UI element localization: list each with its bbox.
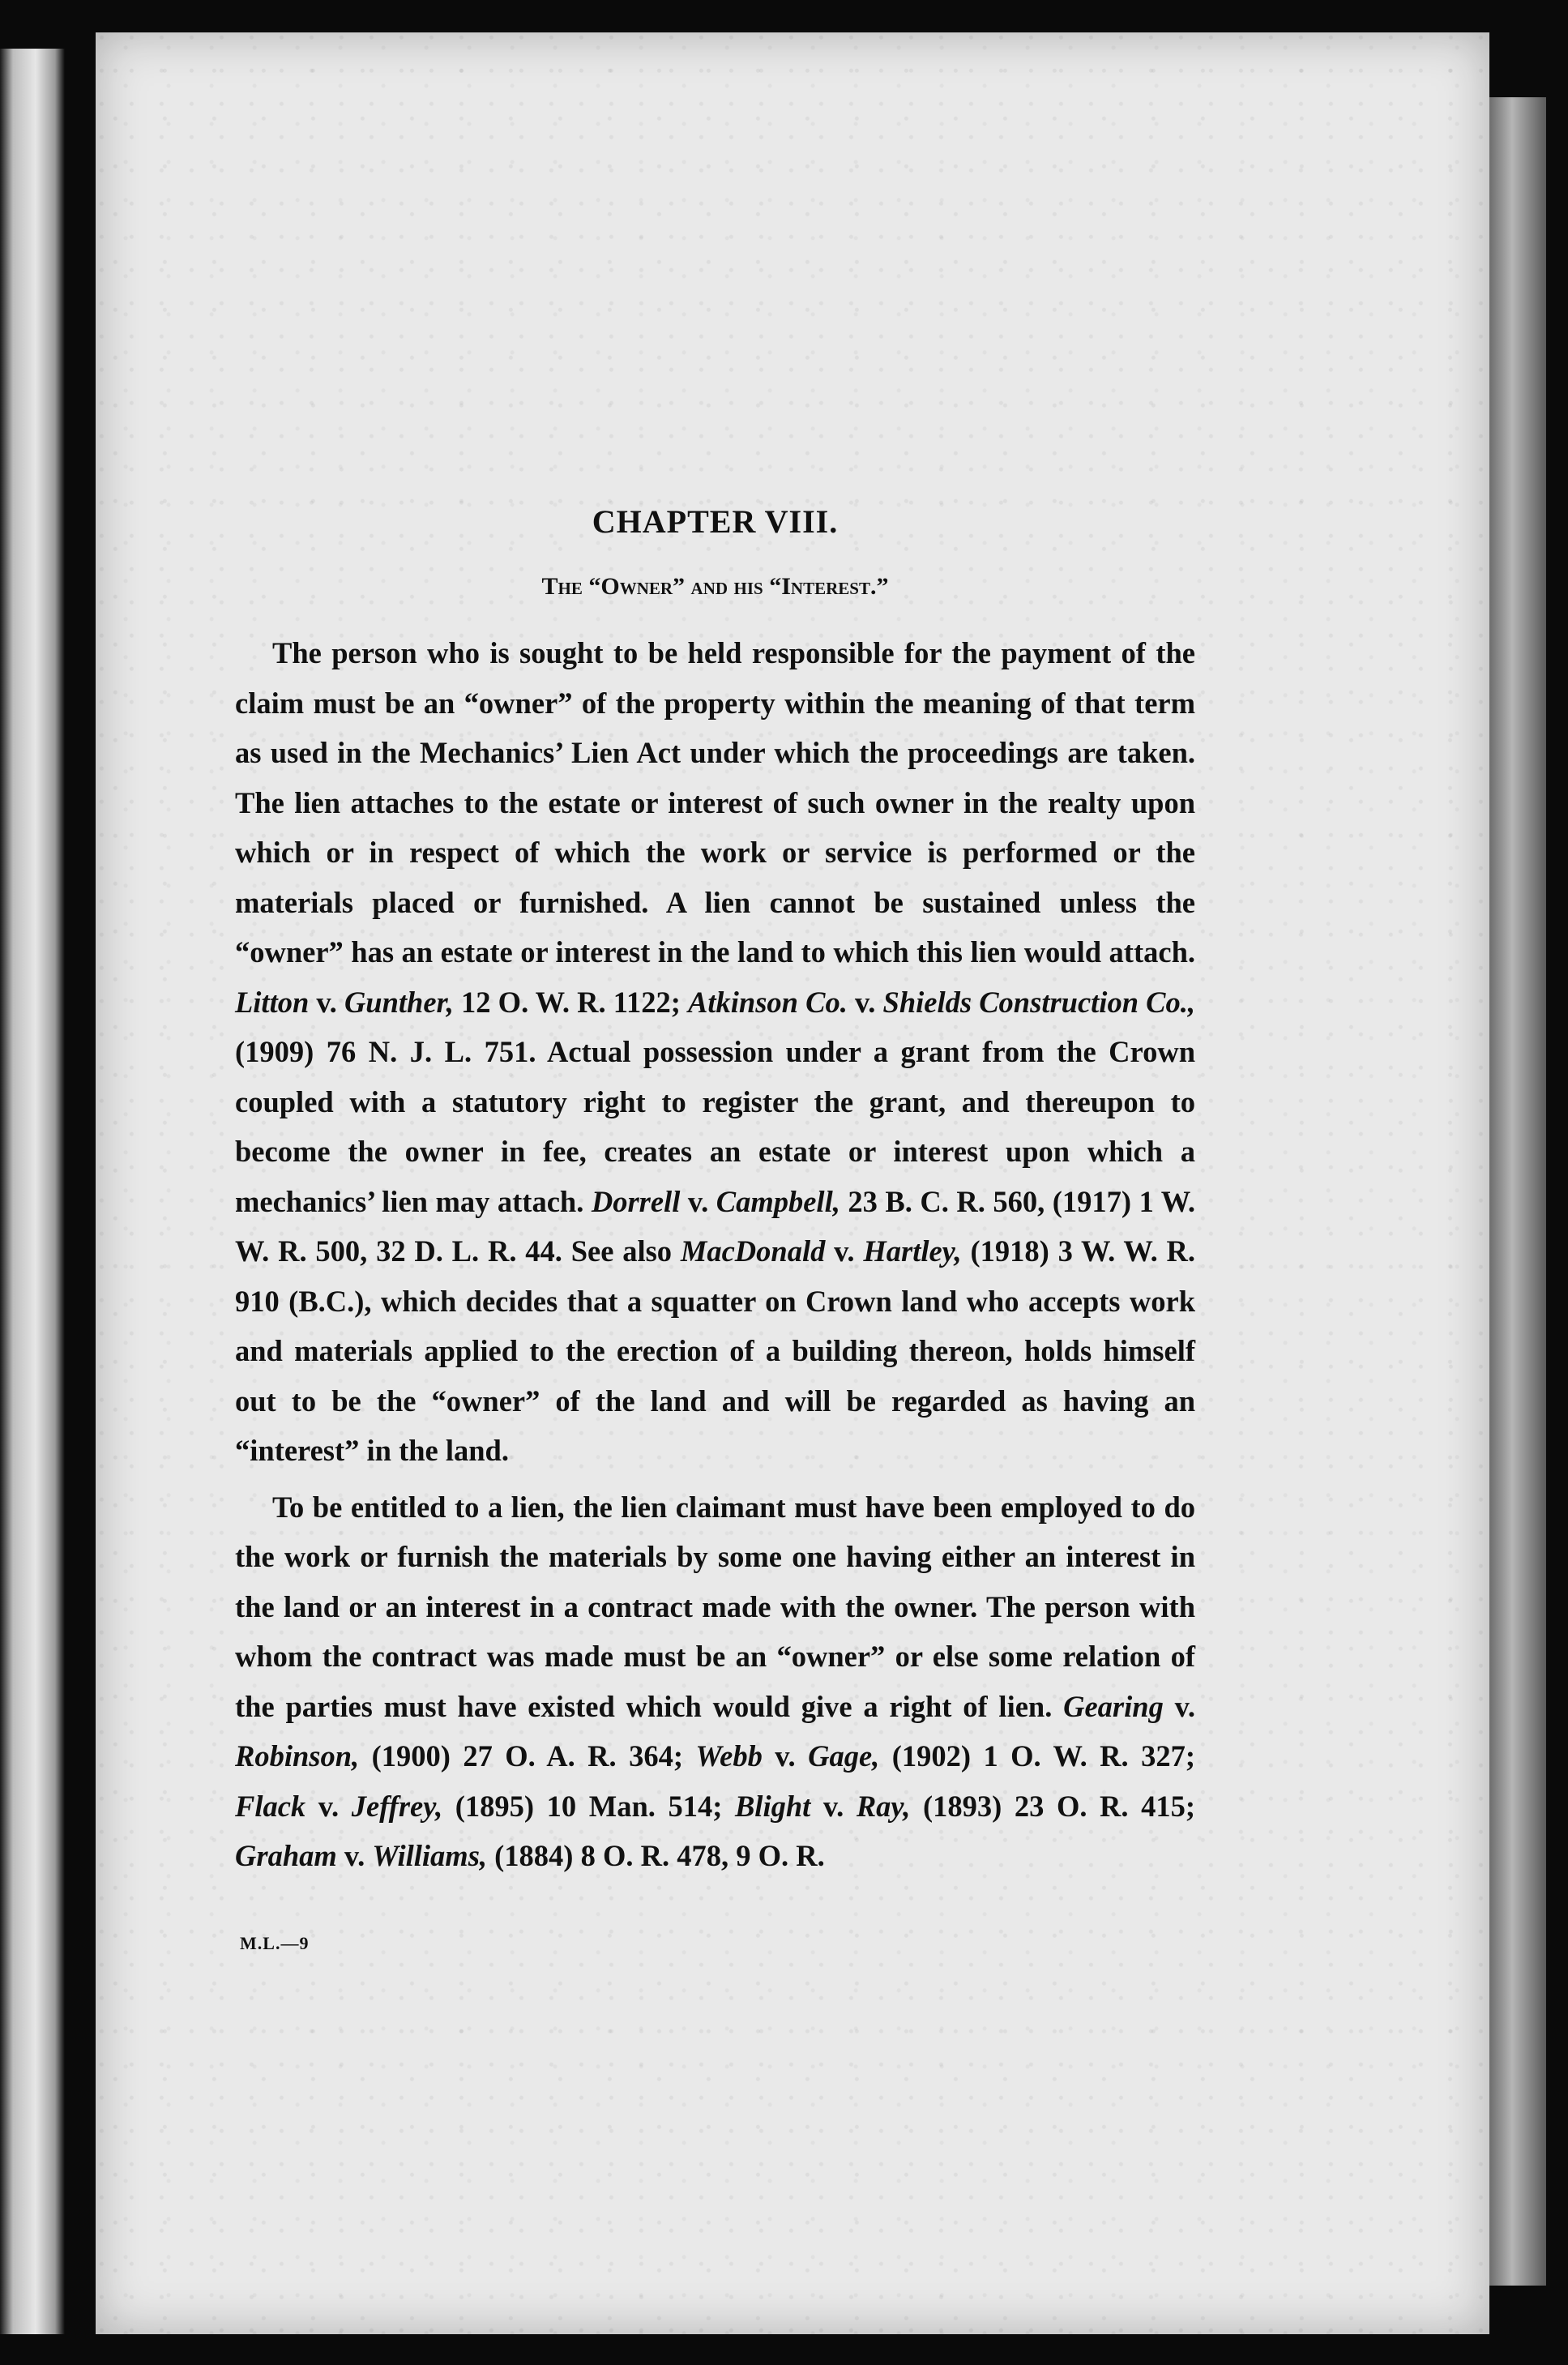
case-name: Webb	[695, 1739, 763, 1773]
text-run: v.	[762, 1739, 809, 1773]
text-run: To be entitled to a lien, the lien claimant must have been employed to do the work or furnish the materials by some one having either an interest in the land or an interest in a contract made with the owner. The person with whom the contract was made must be an “owner” or else some relation of the parties must have existed which would give a right of lien.	[235, 1490, 1195, 1723]
case-name: Gunther,	[344, 985, 454, 1019]
case-name: Litton	[235, 985, 310, 1019]
case-name: Graham	[235, 1839, 337, 1872]
case-name: Flack	[235, 1789, 306, 1823]
paragraph-2	[235, 1482, 1195, 1881]
page-text-block	[235, 503, 1195, 1881]
page-stack-edge	[1489, 97, 1546, 2286]
text-run: (1895) 10 Man. 514;	[442, 1789, 735, 1823]
text-run: (1909) 76 N. J. L. 751. Actual possession under a grant from the Crown coupled with a statutory right to register the grant, and thereupon to become the owner in fee, creates an estate or interest upon which a mechanics’ lien may attach.	[235, 1035, 1195, 1218]
text-run: The person who is sought to be held responsible for the payment of the claim must be an “owner” of the property within the meaning of that term as used in the Mechanics’ Lien Act under which the proceedings are taken. The lien attaches to the estate or interest of such owner in the realty upon which or in respect of which the work or service is performed or the materials placed or furnished. A lien cannot be sustained unless the “owner” has an estate or interest in the land to which this lien would attach.	[235, 636, 1195, 969]
text-run: 12 O. W. R. 1122;	[453, 985, 689, 1019]
text-run: v.	[847, 985, 883, 1019]
text-run: 23 B. C. R. 560, (1917) 1 W. W. R. 500, 32 D. L. R. 44. See also	[235, 1184, 1195, 1268]
text-run: v.	[810, 1789, 857, 1823]
case-name: Gearing	[1063, 1689, 1164, 1723]
case-name: Robinson,	[235, 1739, 360, 1773]
case-name: Williams,	[372, 1839, 488, 1872]
text-run: v.	[1163, 1689, 1195, 1723]
text-run: v.	[680, 1184, 716, 1218]
case-name: Jeffrey,	[351, 1789, 443, 1823]
paragraph-1	[235, 628, 1195, 1476]
text-run: v.	[305, 1789, 352, 1823]
section-title: The “Owner” and his “Interest.”	[541, 573, 889, 600]
case-name: Dorrell	[591, 1184, 681, 1218]
case-name: Ray,	[856, 1789, 911, 1823]
text-run: (1900) 27 O. A. R. 364;	[359, 1739, 696, 1773]
text-run: v.	[336, 1839, 373, 1872]
text-run: (1893) 23 O. R. 415;	[910, 1789, 1196, 1823]
case-name: Gage,	[808, 1739, 880, 1773]
signature-mark: M.L.—9	[240, 1933, 310, 1953]
case-name: MacDonald	[680, 1234, 826, 1268]
case-name: Atkinson Co.	[688, 985, 848, 1019]
case-name: Campbell,	[716, 1184, 840, 1218]
case-name: Shields Construction Co.,	[882, 985, 1195, 1019]
chapter-title: CHAPTER VIII.	[592, 503, 839, 540]
case-name: Blight	[734, 1789, 811, 1823]
text-run: (1902) 1 O. W. R. 327;	[879, 1739, 1195, 1773]
text-run: (1918) 3 W. W. R. 910 (B.C.), which decides that a squatter on Crown land who accepts work and materials applied to the erection of a building thereon, holds himself out to be the “owner” of the land and will be regarded as having an “interest” in the land.	[235, 1234, 1195, 1467]
previous-page-edge	[0, 49, 65, 2334]
text-run: (1884) 8 O. R. 478, 9 O. R.	[487, 1839, 825, 1872]
case-name: Hartley,	[863, 1234, 962, 1268]
text-run: v.	[825, 1234, 864, 1268]
text-run: v.	[309, 985, 344, 1019]
